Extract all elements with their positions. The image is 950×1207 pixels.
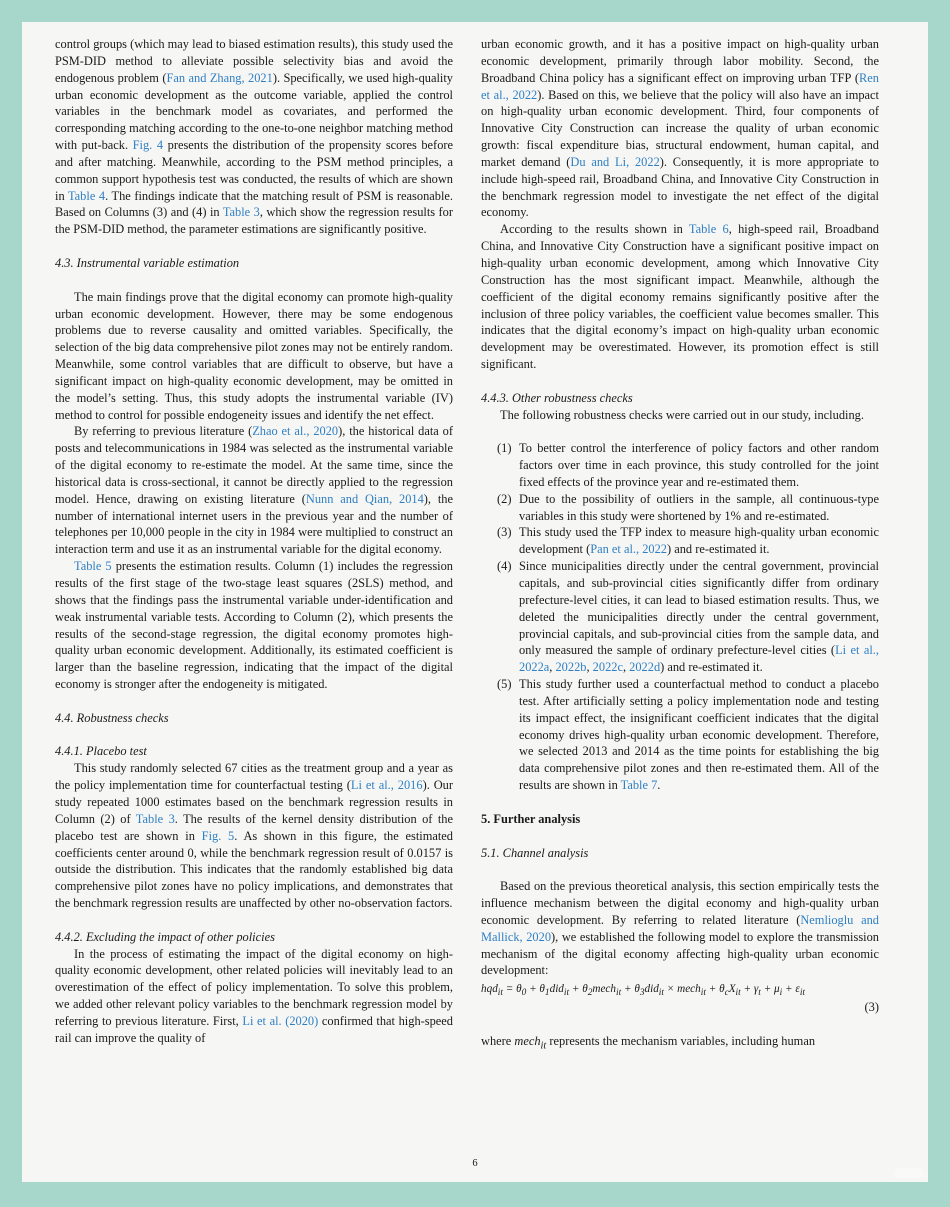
subsection-heading: 5.1. Channel analysis — [481, 845, 589, 860]
paper-page — [22, 22, 928, 1182]
text-run: ) and re-estimated it. — [666, 542, 770, 557]
citation-link[interactable]: Li et al., 2016 — [350, 778, 423, 793]
text-run: The following robustness checks were carried out in our study, including. — [500, 407, 864, 422]
citation-link[interactable]: Li et al. (2020) — [242, 1013, 319, 1028]
citation-link[interactable]: Table 4 — [67, 188, 106, 203]
text-run: urban economic growth, and it has a positive impact on high-quality urban economic development, primarily through labor mobility. Second, the Broadband China policy has a significant effect on improving urban TFP ( — [481, 37, 879, 85]
text-run: . The findings indicate that the matching result of PSM is reasonable. Based on Columns (3) and (4) in — [55, 188, 453, 220]
text-run: Due to the possibility of outliers in the sample, all continuous-type variables in this study were shortened by 1% and re-estimated. — [519, 491, 879, 523]
citation-link[interactable]: Ren et al., 2022 — [481, 70, 879, 102]
citation-link[interactable]: 2022c — [592, 660, 623, 675]
citation-link[interactable]: Table 5 — [74, 559, 112, 574]
list-item-number: (2) — [497, 491, 512, 506]
text-run: . The results of the kernel density distribution of the placebo test are shown in — [55, 811, 453, 843]
text-run: ), we established the following model to explore the transmission mechanism of the digital economy affecting high-quality urban economic development: — [481, 929, 879, 978]
citation-link[interactable]: Table 3 — [222, 205, 260, 220]
list-item-number: (1) — [497, 441, 512, 456]
paragraph: where mech$_{it}$ represents the mechanism variables, including human — [481, 1033, 816, 1052]
citation-link[interactable]: Nunn and Qian, 2014 — [305, 491, 424, 506]
text-run: Since municipalities directly under the central government, provincial capitals, and sub-provincial cities significantly differ from ordinary prefecture-level cities, it can lead to biased estimation results. Thus, we deleted the municipalities directly under the central government, provincial capitals, and sub-provincial cities from the sample data, and only measured the sample of ordinary prefecture-level cities ( — [519, 559, 879, 658]
text-run: control groups (which may lead to biased estimation results), this study used the PSM-DID method to alleviate possible selectivity bias and avoid the endogenous problem ( — [55, 37, 453, 85]
text-run: This study further used a counterfactual method to conduct a placebo test. After artificially setting a policy implementation node and testing its impact effect, the insignificant coefficient indicates that the digital economy drives high-quality urban economic development. Therefore, we selected 2013 and 2014 as the time points for establishing the big data comprehensive pilot zones and then re-estimated them. All of the results are shown in — [519, 677, 879, 793]
robustness-list — [481, 440, 879, 794]
left-column — [55, 36, 453, 1047]
equation: $hqd_{it} = \theta_0 + \theta_1did_{it}$ + $\theta_2mech_{it} + \theta_3did_{it}$ × mech$_{it}$ + $\theta_cX_{it} + \gamma_t + \mu_i + \varepsilon_{it}$ — [481, 983, 805, 999]
text-run: This study randomly selected 67 cities as the treatment group and a year as the policy implementation time for counterfactual testing ( — [55, 761, 453, 793]
subsection-heading: 4.4.3. Other robustness checks — [481, 390, 633, 405]
text-run: , high-speed rail, Broadband China, and Innovative City Construction have a significant positive impact on high-quality urban economic development, among which Innovative City Construction has the most significant impact. Meanwhile, although the coefficient of the digital economy remains significantly positive after the inclusion of three policy variables, the coefficient value becomes smaller. This indicates that the digital economy’s impact on high-quality urban economic development may be overestimated. However, its promotion effect is still significant. — [481, 222, 880, 372]
watermark-badge — [894, 1168, 924, 1178]
paragraph — [55, 558, 453, 693]
list-item — [497, 676, 879, 794]
paragraph — [55, 760, 453, 912]
list-item — [497, 440, 879, 491]
list-item-number: (5) — [497, 677, 512, 692]
list-item — [497, 491, 879, 525]
citation-link[interactable]: Table 6 — [688, 222, 729, 237]
paragraph — [481, 407, 879, 424]
text-run: . As shown in this figure, the estimated coefficients center around 0, while the benchmark regression result of 0.0157 is outside the distribution. This indicates that the randomly established big data comprehensive pilot zones have no policy implications, and demonstrates that the benchmark regression results are unaffected by other no-observation factors. — [55, 828, 453, 911]
paragraph — [481, 878, 879, 979]
citation-link[interactable]: Table 3 — [135, 811, 175, 826]
paragraph — [481, 36, 879, 221]
section-heading: 4.4. Robustness checks — [55, 710, 169, 725]
text-run: presents the distribution of the propensity scores before and after matching. Meanwhile, according to the PSM method principles, a common support hypothesis test was conducted, the results of which are shown in — [55, 138, 454, 203]
subsection-heading: 4.4.1. Placebo test — [55, 744, 147, 759]
text-run: , — [586, 660, 593, 675]
text-run: , — [622, 660, 630, 675]
text-run: According to the results shown in — [500, 222, 689, 237]
text-run: ). Consequently, it is more appropriate to include high-speed rail, Broadband China, and Innovative City Construction in the benchmark regression model to investigate the net effect of the digital economy. — [481, 154, 879, 220]
citation-link[interactable]: Table 7 — [620, 778, 658, 793]
text-run: To better control the interference of policy factors and other random factors over time in each province, this study controlled for the joint fixed effects of the province year and re-estimated them. — [519, 441, 879, 489]
citation-link[interactable]: Nemlioglu and Mallick, 2020 — [481, 912, 879, 944]
section-heading: 5. Further analysis — [481, 811, 581, 826]
text-run: confirmed that high-speed rail can improve the quality of — [55, 1013, 453, 1045]
paragraph — [481, 221, 879, 373]
right-column — [481, 36, 879, 1055]
citation-link[interactable]: Du and Li, 2022 — [570, 154, 660, 169]
paragraph — [55, 36, 453, 238]
page-number: 6 — [472, 1158, 478, 1169]
citation-link[interactable]: 2022b — [555, 660, 587, 675]
citation-link[interactable]: Fig. 4 — [132, 138, 164, 153]
citation-link[interactable]: 2022d — [629, 660, 661, 675]
text-run: , — [549, 660, 556, 675]
citation-link[interactable]: Fig. 5 — [201, 828, 235, 843]
text-run: , which show the regression results for the PSM-DID method, the parameter estimations are significantly positive. — [55, 205, 453, 237]
text-run: The main findings prove that the digital economy can promote high-quality urban economic development. However, there may be some endogenous problems due to reverse causality and omitted variables. Specifically, the selection of the big data comprehensive pilot zones may not be entirely random. Meanwhile, some control variables that are difficult to observe, but have a significant impact on high-quality economic development, may be omitted in the model’s setting. Thus, this study adopts the instrumental variable (IV) method to control for possible endogeneity issues and identify the net effect. — [55, 289, 453, 422]
text-run: ), the number of international internet users in the previous year and the number of telephones per 10,000 people in the city in 1984 were multiplied to construct an interaction term and use it as an instrumental variable for the digital economy. — [55, 491, 453, 557]
paragraph — [55, 423, 453, 558]
list-item — [497, 558, 879, 676]
text-run: presents the estimation results. Column (1) includes the regression results of the first stage of the two-stage least squares (2SLS) method, and shows that the findings pass the instrumental variable under-identification and weak instrumental variable tests. According to Column (2), which presents the results of the second-stage regression, the digital economy promotes high-quality urban economic development. Additionally, its estimated coefficient is larger than the baseline regression, indicating that the impact of the digital economy is stronger after the endogeneity is mitigated. — [55, 559, 454, 692]
text-run: In the process of estimating the impact of the digital economy on high-quality economic development, other related policies will inevitably lead to an overestimation of the effect of policy implementation. To solve this problem, we added other relevant policy variables to the benchmark regression model by referring to previous literature. First, — [55, 946, 453, 1028]
paragraph — [55, 289, 453, 424]
text-run: ), the historical data of posts and telecommunications in 1984 was selected as the instrumental variable of the digital economy to re-estimate the model. At the same time, since the historical data is cross-sectional, it cannot be directly applied to the regression model. Hence, drawing on existing literature ( — [55, 424, 453, 506]
text-run: ) and re-estimated it. — [660, 660, 763, 675]
equation-number: (3) — [864, 1000, 879, 1015]
citation-link[interactable]: Fan and Zhang, 2021 — [166, 70, 273, 85]
citation-link[interactable]: Li et al., 2022a — [519, 643, 879, 675]
citation-link[interactable]: Zhao et al., 2020 — [252, 424, 339, 439]
text-run: By referring to previous literature ( — [74, 424, 253, 439]
list-item-number: (3) — [497, 525, 512, 540]
list-item — [497, 524, 879, 558]
subsection-heading: 4.4.2. Excluding the impact of other policies — [55, 929, 275, 944]
text-run: ). Specifically, we used high-quality urban economic development as the outcome variable, applied the control variables in the benchmark model as covariates, and performed the corresponding matching according to the one-to-one neighbor matching method with put-back. — [55, 70, 453, 153]
list-item-number: (4) — [497, 559, 512, 574]
text-run: ). Based on this, we believe that the policy will also have an impact on high-quality urban economic development. Third, four components of Innovative City Construction can increase the quality of urban economic growth: fiscal expenditure bias, structural endowment, human capital, and market demand ( — [481, 87, 879, 169]
paragraph — [55, 946, 453, 1047]
text-run: This study used the TFP index to measure high-quality urban economic development ( — [519, 525, 879, 557]
citation-link[interactable]: Pan et al., 2022 — [590, 542, 667, 557]
text-run: ). Our study repeated 1000 estimates based on the benchmark regression results in Column (2) of — [55, 778, 454, 826]
text-run: Based on the previous theoretical analysis, this section empirically tests the influence mechanism between the digital economy and high-quality urban economic development. By referring to related literature ( — [481, 879, 879, 927]
section-heading: 4.3. Instrumental variable estimation — [55, 255, 240, 270]
text-run: . — [657, 778, 661, 793]
